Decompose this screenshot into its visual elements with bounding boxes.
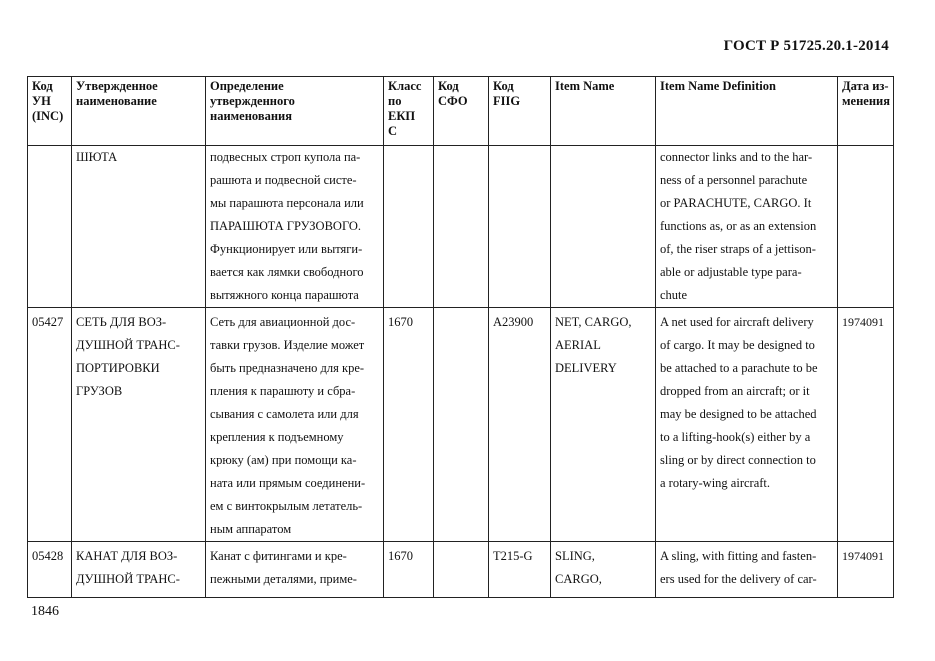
- cell-code: 05427: [28, 308, 72, 542]
- text-line: NET, CARGO,: [555, 315, 632, 329]
- text-line: Канат с фитингами и кре-: [210, 549, 347, 563]
- text-line: рашюта и подвесной систе-: [210, 173, 357, 187]
- text-line: ем с винтокрылым летатель-: [210, 499, 363, 513]
- text-line: ДУШНОЙ ТРАНС-: [76, 572, 180, 586]
- text-line: sling or by direct connection to: [660, 453, 816, 467]
- cell-name: [72, 146, 206, 308]
- text-line: DELIVERY: [555, 361, 617, 375]
- text-line: CARGO,: [555, 572, 602, 586]
- text-line: connector links and to the har-: [660, 150, 813, 164]
- text-line: (INC): [32, 109, 64, 123]
- text-line: ШЮТА: [76, 150, 118, 164]
- cell-date: 1974091: [838, 542, 894, 598]
- text-line: a rotary-wing aircraft.: [660, 476, 771, 490]
- text-line: вытяжного конца парашюта: [210, 288, 359, 302]
- cell-class: 1670: [384, 308, 434, 542]
- text-line: наименования: [210, 109, 293, 123]
- cell-item-name: [551, 308, 656, 542]
- text-line: A net used for aircraft delivery: [660, 315, 814, 329]
- text-line: ДУШНОЙ ТРАНС-: [76, 338, 180, 352]
- text-line: по: [388, 94, 402, 108]
- text-line: мы парашюта персонала или: [210, 196, 364, 210]
- text-line: ГРУЗОВ: [76, 384, 123, 398]
- text-line: крюку (ам) при помощи ка-: [210, 453, 357, 467]
- text-line: Сеть для авиационной дос-: [210, 315, 356, 329]
- cell-name: [72, 542, 206, 598]
- text-line: ным аппаратом: [210, 522, 292, 536]
- text-line: Класс: [388, 79, 422, 93]
- cell-code: [28, 146, 72, 308]
- text-line: Дата из-: [842, 79, 889, 93]
- text-line: A sling, with fitting and fasten-: [660, 549, 817, 563]
- cell-definition: [206, 308, 384, 542]
- text-line: AERIAL: [555, 338, 601, 352]
- col-header-date: [838, 77, 894, 146]
- text-line: dropped from an aircraft; or it: [660, 384, 810, 398]
- text-line: Item Name Definition: [660, 79, 776, 93]
- cell-sfo: [434, 146, 489, 308]
- text-line: ПАРАШЮТА ГРУЗОВОГО.: [210, 219, 362, 233]
- col-header-code: [28, 77, 72, 146]
- cell-date: 1974091: [838, 308, 894, 542]
- col-header-fiig: [489, 77, 551, 146]
- cell-class: [384, 146, 434, 308]
- cell-definition: [206, 146, 384, 308]
- text-line: утвержденного: [210, 94, 295, 108]
- cell-definition: [206, 542, 384, 598]
- text-line: functions as, or as an extension: [660, 219, 817, 233]
- text-line: КАНАТ ДЛЯ ВОЗ-: [76, 549, 178, 563]
- text-line: to a lifting-hook(s) either by a: [660, 430, 811, 444]
- text-line: ната или прямым соединени-: [210, 476, 366, 490]
- text-line: ЕКП: [388, 109, 416, 123]
- text-line: пления к парашюту и сбра-: [210, 384, 356, 398]
- text-line: пежными деталями, приме-: [210, 572, 357, 586]
- text-line: Код: [32, 79, 53, 93]
- text-line: Код: [438, 79, 459, 93]
- text-line: менения: [842, 94, 890, 108]
- col-header-definition: [206, 77, 384, 146]
- table-header-row: [28, 77, 894, 146]
- text-line: Код: [493, 79, 514, 93]
- text-line: able or adjustable type para-: [660, 265, 802, 279]
- text-line: крепления к подъемному: [210, 430, 344, 444]
- text-line: сывания с самолета или для: [210, 407, 359, 421]
- text-line: of, the riser straps of a jettison-: [660, 242, 816, 256]
- cell-item-definition: [656, 542, 838, 598]
- text-line: Функционирует или вытяги-: [210, 242, 363, 256]
- cell-code: 05428: [28, 542, 72, 598]
- table-row: [28, 308, 894, 542]
- text-line: СЕТЬ ДЛЯ ВОЗ-: [76, 315, 167, 329]
- cell-sfo: [434, 542, 489, 598]
- catalog-table: [27, 76, 894, 598]
- text-line: or PARACHUTE, CARGO. It: [660, 196, 812, 210]
- text-line: С: [388, 124, 398, 138]
- col-header-name: [72, 77, 206, 146]
- cell-name: [72, 308, 206, 542]
- cell-item-name: [551, 542, 656, 598]
- cell-fiig: [489, 146, 551, 308]
- text-line: ness of a personnel parachute: [660, 173, 808, 187]
- text-line: FIIG: [493, 94, 521, 108]
- text-line: SLING,: [555, 549, 595, 563]
- text-line: of cargo. It may be designed to: [660, 338, 815, 352]
- document-header: ГОСТ Р 51725.20.1-2014: [723, 38, 889, 54]
- col-header-sfo: [434, 77, 489, 146]
- text-line: ПОРТИРОВКИ: [76, 361, 160, 375]
- text-line: подвесных строп купола па-: [210, 150, 361, 164]
- text-line: Определение: [210, 79, 284, 93]
- text-line: вается как лямки свободного: [210, 265, 364, 279]
- cell-date: [838, 146, 894, 308]
- text-line: СФО: [438, 94, 468, 108]
- cell-fiig: A23900: [489, 308, 551, 542]
- text-line: be attached to a parachute to be: [660, 361, 818, 375]
- text-line: may be designed to be attached: [660, 407, 817, 421]
- cell-item-definition: [656, 146, 838, 308]
- text-line: быть предназначено для кре-: [210, 361, 365, 375]
- text-line: тавки грузов. Изделие может: [210, 338, 365, 352]
- cell-sfo: [434, 308, 489, 542]
- cell-fiig: T215-G: [489, 542, 551, 598]
- cell-item-name: [551, 146, 656, 308]
- cell-item-definition: [656, 308, 838, 542]
- col-header-class: [384, 77, 434, 146]
- col-header-item-definition: [656, 77, 838, 146]
- text-line: ers used for the delivery of car-: [660, 572, 817, 586]
- table-row: [28, 146, 894, 308]
- page-number: 1846: [31, 604, 59, 619]
- col-header-item-name: [551, 77, 656, 146]
- text-line: наименование: [76, 94, 157, 108]
- table-row: [28, 542, 894, 598]
- cell-class: 1670: [384, 542, 434, 598]
- text-line: Утвержденное: [76, 79, 158, 93]
- text-line: УН: [32, 94, 51, 108]
- text-line: chute: [660, 288, 688, 302]
- text-line: Item Name: [555, 79, 615, 93]
